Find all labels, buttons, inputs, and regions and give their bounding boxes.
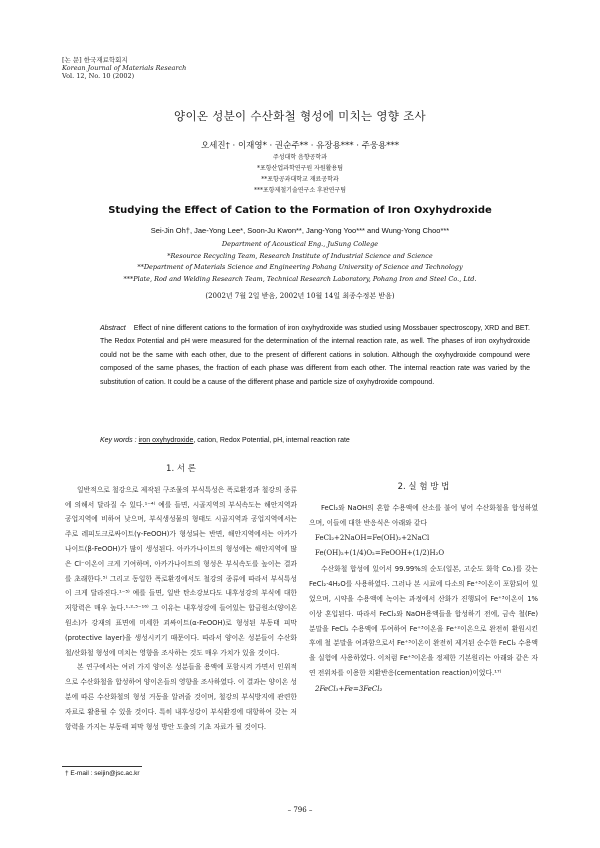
journal-volume: Vol. 12, No. 10 (2002) bbox=[62, 72, 135, 80]
title-english: Studying the Effect of Cation to the Formation of Iron Oxyhydroxide bbox=[108, 205, 492, 216]
journal-header bbox=[62, 56, 186, 80]
affiliation-en-2: *Resource Recycling Team, Research Institute of Industrial Science and Science bbox=[167, 251, 433, 260]
affiliation-kr-2: *포항산업과학연구원 자원활용팀 bbox=[256, 165, 344, 172]
footnote-email: † E-mail : seijin@jsc.ac.kr bbox=[65, 770, 140, 777]
affiliation-en-4: ***Plate, Rod and Welding Research Team, Technical Research Laboratory, Pohang Iron and Steel Co., Ltd. bbox=[123, 274, 477, 283]
affiliation-kr-3: **포항공과대학교 재료공학과 bbox=[261, 176, 339, 183]
affiliation-kr-4: ***포항제철기술연구소 후판연구팀 bbox=[253, 187, 347, 194]
column-left bbox=[65, 462, 297, 734]
abstract-text: Effect of nine different cations to the formation of iron oxyhydroxide was studied using Mossbauer spectroscopy, XRD and BET. The Redox Potential and pH were measured for the determination of the internal reaction rate, as well. The phases of iron oxyhydroxide could not be the same with each other, due to the present of different cations in solution. Although the oxyhydroxide compound were composed of the same phases, the fraction of each phase was different from each other. The internal reaction rate was varied by the substitution of cation. It could be a cause of the different phase and particle size of oxyhydroxide compound. bbox=[100, 325, 530, 386]
affiliations-english bbox=[0, 239, 600, 285]
affiliations-korean bbox=[0, 152, 600, 196]
section-heading-intro: 1. 서 론 bbox=[166, 464, 196, 474]
equation-3: 2FeCl₃+Fe=3FeCl₂ bbox=[315, 684, 383, 693]
abstract-label: Abstract bbox=[100, 325, 126, 332]
equation-2: Fe(OH)₂+(1/4)O₂=FeOOH+(1/2)H₂O bbox=[315, 549, 445, 558]
affiliation-en-3: **Department of Materials Science and Engineering Pohang University of Science and Technology bbox=[137, 263, 463, 271]
keywords-rest: , cation, Redox Potential, pH, internal reaction rate bbox=[193, 437, 350, 444]
methods-paragraph-2: 수산화철 합성에 있어서 99.99%의 순도(일본, 고순도 화학 Co.)를 갖는 FeCl₂·4H₂O를 사용하였다. 그러나 본 시료에 다소의 Fe⁺³이온이 포함되어 있었으며, 시약을 수용액에 녹이는 과정에서 산화가 진행되어 Fe⁺³이온이 1% 이상 혼입된다. 따라서 FeCl₂와 NaOH용액들을 합성하기 전에, 금속 철(Fe) 분말을 FeCl₂ 수용액에 투여하여 Fe⁺³이온을 Fe⁺²이온으로 완전히 환원시킨 후에 철 분말을 여과함으로서 Fe⁺³이온이 완전히 제거된 순수한 FeCl₂ 수용액을 실험에 사용하였다. 이처럼 Fe⁺³이온을 정제한 기본원리는 아래와 같은 자연 전위차를 이용한 치환반응(cementation reaction)이었다.¹⁷⁾ bbox=[309, 565, 538, 677]
keyword-first: iron oxyhydroxide bbox=[138, 437, 194, 444]
authors-english: Sei-Jin Oh†, Jae-Yong Lee*, Soon-Ju Kwon**, Jang-Yong Yoo*** and Wung-Yong Choo*** bbox=[150, 226, 450, 235]
keywords bbox=[100, 437, 530, 444]
journal-line-kr: [논 문] 한국재료학회지 bbox=[62, 56, 128, 64]
section-heading-methods: 2. 실 험 방 법 bbox=[397, 482, 450, 492]
authors-korean: 오세진† · 이재영* · 권순주** · 유장용*** · 주웅용*** bbox=[200, 141, 400, 151]
column-right-methods bbox=[309, 480, 538, 698]
received-dates: (2002년 7월 2일 받음, 2002년 10월 14일 최종수정본 받음) bbox=[205, 292, 395, 300]
affiliation-kr-1: 주성대학 음향공학과 bbox=[272, 154, 328, 161]
abstract bbox=[100, 322, 530, 389]
keywords-label: Key words : bbox=[100, 437, 137, 444]
page-number: – 796 – bbox=[287, 806, 313, 814]
equation-1: FeCl₂+2NaOH=Fe(OH)₂+2NaCl bbox=[315, 534, 430, 543]
footnote-divider bbox=[62, 766, 142, 767]
journal-line-en: Korean Journal of Materials Research bbox=[62, 64, 187, 72]
intro-paragraph-1: 일반적으로 철강으로 제작된 구조물의 부식특성은 폭로환경과 철강의 종류에 의해서 달라질 수 있다.¹⁻⁴⁾ 예를 들면, 시골지역의 부식속도는 해안지역과 공업지역에 비하여 낮으며, 부식생성물의 형태도 시골지역과 공업지역에서는 주로 레피도크로싸이트(γ-FeOOH)가 형성되는 반면, 해안지역에서는 아카가나이트(β-FeOOH)가 많이 생성된다. 아카가나이트의 형성에는 해안지역에 많은 Cl⁻이온이 크게 기여하며, 아카가나이트의 형성은 부식속도를 높이는 결과를 초래한다.⁵⁾ 그리고 동일한 폭로환경에서도 철강의 종류에 따라서 부식특성이 크게 달라진다.¹⁻⁵⁾ 예를 들면, 일반 탄소강보다도 내후성강의 부식에 대한 저항력은 매우 높다.¹·²·⁵⁻¹⁶⁾ 그 이유는 내후성강에 들어있는 합금원소(양이온 원소)가 강재의 표면에 미세한 괴싸이트(α-FeOOH)로 형성된 부동태 피막(protective layer)을 생성시키기 때문이다. 따라서 양이온 성분들이 수산화철/산화철 형성에 미치는 영향을 조사하는 것도 매우 가치가 있을 것이다. bbox=[65, 485, 297, 657]
title-korean: 양이온 성분이 수산화철 형성에 미치는 영향 조사 bbox=[174, 109, 426, 123]
intro-paragraph-2: 본 연구에서는 여러 가지 양이온 성분들을 용액에 포함시켜 가면서 인위적으로 수산화철을 합성하여 양이온들의 영향을 조사하였다. 이 결과는 양이온 성분에 따른 수산화철의 형성 거동을 알려줄 것이며, 철강의 부식방지에 관련한 자료로 활용될 수 있을 것이다. 특히 내후성강이 부식환경에 대항하여 갖는 저항력을 가지는 부동태 피막 형성 방안 도출의 기초 자료가 될 것이다. bbox=[65, 663, 297, 731]
affiliation-en-1: Department of Acoustical Eng., JuSung College bbox=[221, 240, 379, 248]
methods-paragraph-1: FeCl₂와 NaOH의 혼합 수용액에 산소를 불어 넣어 수산화철을 합성하였으며, 이들에 대한 반응식은 아래와 같다 bbox=[309, 503, 538, 527]
